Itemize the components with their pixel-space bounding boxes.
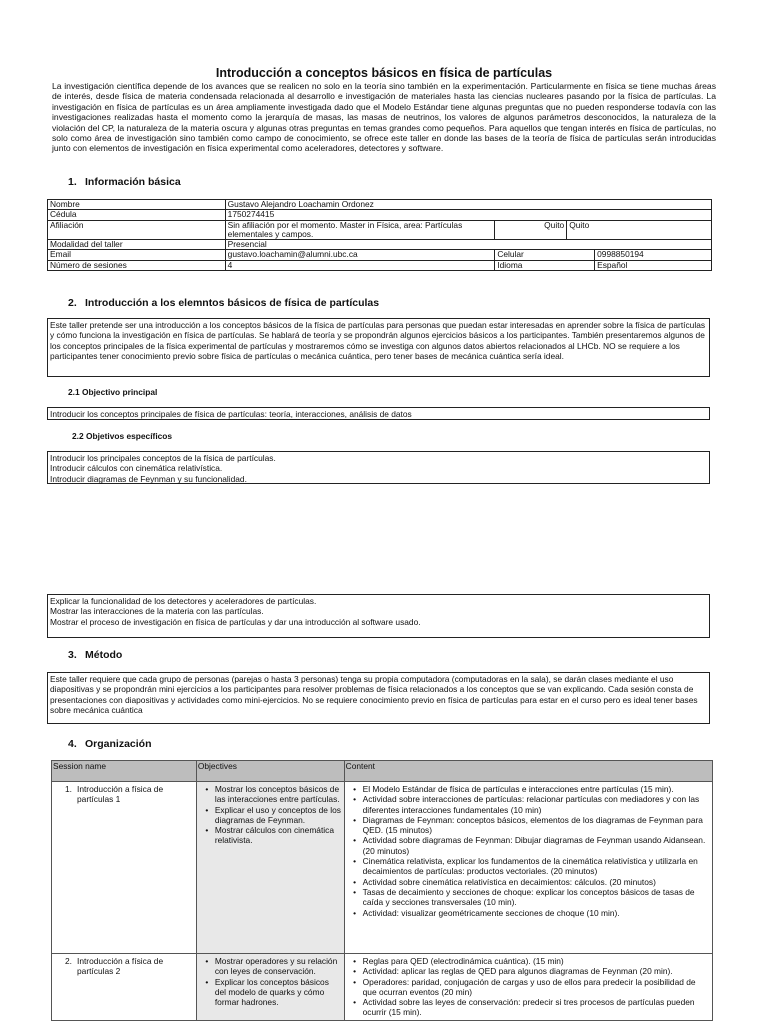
table-header-row bbox=[52, 761, 713, 782]
content-text: Diagramas de Feynman: conceptos básicos, elementos de los diagramas de Feynman para QED. (15 minutos) bbox=[362, 814, 703, 836]
objetivo-principal-text: Introducir los conceptos principales de física de partículas: teoría, interacciones, análisis de datos bbox=[50, 409, 412, 419]
list-item bbox=[347, 966, 710, 976]
bullet-icon: • bbox=[353, 886, 357, 897]
table-row bbox=[48, 200, 712, 210]
section-title: Método bbox=[85, 649, 123, 661]
idioma-value: Español bbox=[595, 260, 712, 270]
bullet-icon: • bbox=[205, 976, 209, 987]
content-text: Tasas de decaimiento y secciones de choque: explicar los conceptos básicos de tasas de caída y secciones transversales (10 min). bbox=[362, 886, 695, 908]
objective-text: Mostrar los conceptos básicos de las interacciones entre partículas. bbox=[214, 784, 340, 805]
objetivos-especificos-box-2 bbox=[47, 594, 710, 638]
objective-text: Explicar el uso y conceptos de los diagramas de Feynman. bbox=[214, 804, 341, 825]
ciudad-cell-2: Quito bbox=[567, 220, 712, 240]
bullet-icon: • bbox=[353, 784, 357, 794]
content-text: Operadores: paridad, conjugación de cargas y uso de ellos para predecir la posibilidad de que ocurran eventos (20 min) bbox=[362, 976, 696, 997]
content-text: Cinemática relativista, explicar los fundamentos de la cinemática relativística y utilizarla en decaimientos de partículas: productos vectoriales. (20 minutos) bbox=[362, 856, 698, 877]
metodo-text: Este taller requiere que cada grupo de personas (parejas o hasta 3 personas) tenga su propia computadora (computadoras en la sala), se darán clases mediante el uso diapositivas y se propondrán mini ejercicios a los participantes para resolver problemas de física relacionados a los conceptos que se van explicando. Cada sesión consta de presentaciones con diapositivas y actividades como mini-ejercicios. No se requiere conocimiento previo en física de partículas para estar en el curso pero es ideal tener bases sobre mecánica cuántica bbox=[50, 674, 698, 715]
bullet-icon: • bbox=[353, 907, 357, 918]
list-item bbox=[347, 856, 710, 877]
objectives-cell bbox=[196, 782, 344, 954]
table-row bbox=[48, 250, 712, 260]
content-cell bbox=[344, 954, 712, 1021]
celular-value: 0998850194 bbox=[595, 250, 712, 260]
section-number: 4. bbox=[68, 738, 77, 750]
bullet-icon: • bbox=[205, 804, 209, 815]
session-name-cell bbox=[52, 782, 197, 954]
content-text: Actividad: aplicar las reglas de QED para algunos diagramas de Feynman (20 min). bbox=[362, 966, 673, 977]
objective-text: Mostrar cálculos con cinemática relativista. bbox=[214, 825, 334, 846]
content-text: Actividad sobre cinemática relativística en decaimientos: cálculos. (20 minutos) bbox=[362, 876, 656, 887]
list-item bbox=[347, 997, 710, 1018]
bullet-icon: • bbox=[353, 835, 357, 846]
modalidad-label: Modalidad del taller bbox=[48, 240, 226, 250]
list-item bbox=[347, 908, 710, 918]
objetivo-principal-heading: 2.1 Objectivo principal bbox=[68, 387, 158, 397]
bullet-icon: • bbox=[205, 825, 209, 836]
list-item: Introducir cálculos con cinemática relativística. bbox=[50, 463, 223, 474]
table-row bbox=[52, 782, 713, 954]
metodo-box bbox=[47, 672, 710, 724]
section-number: 3. bbox=[68, 649, 77, 661]
section-title: Organización bbox=[85, 738, 152, 750]
section-2-text-box bbox=[47, 318, 710, 377]
list-item bbox=[347, 815, 710, 836]
bullet-icon: • bbox=[353, 876, 357, 887]
bullet-icon: • bbox=[205, 956, 209, 966]
table-row bbox=[52, 954, 713, 1021]
nombre-label: Nombre bbox=[48, 200, 226, 210]
organization-table bbox=[51, 760, 713, 1021]
afiliacion-label: Afiliación bbox=[48, 220, 226, 240]
content-cell bbox=[344, 782, 712, 954]
list-item: Introducir diagramas de Feynman y su funcionalidad. bbox=[50, 473, 247, 484]
list-item bbox=[199, 784, 342, 805]
list-item bbox=[347, 887, 710, 908]
objetivo-principal-box bbox=[47, 407, 710, 420]
table-row bbox=[48, 210, 712, 220]
email-value: gustavo.loachamin@alumni.ubc.ca bbox=[225, 250, 495, 260]
bullet-icon: • bbox=[353, 997, 357, 1008]
objective-text: Explicar los conceptos básicos del modelo de quarks y cómo formar hadrones. bbox=[214, 976, 329, 1008]
section-4-heading bbox=[68, 738, 152, 750]
cedula-value: 1750274415 bbox=[225, 210, 711, 220]
content-text: Actividad sobre las leyes de conservación: predecir si tres procesos de partículas pueden ocurrir (15 min). bbox=[362, 997, 695, 1018]
section-1-heading bbox=[68, 176, 181, 188]
basic-info-table bbox=[47, 199, 712, 271]
section-2-heading bbox=[68, 297, 379, 309]
bullet-icon: • bbox=[353, 966, 357, 977]
column-header: Session name bbox=[52, 761, 197, 782]
session-name-cell bbox=[52, 954, 197, 1021]
cedula-label: Cédula bbox=[48, 210, 226, 220]
table-row bbox=[48, 240, 712, 250]
session-name: Introducción a física de partículas 1 bbox=[77, 784, 164, 805]
objetivos-especificos-heading: 2.2 Objetivos específicos bbox=[72, 431, 173, 441]
session-name: Introducción a física de partículas 2 bbox=[77, 956, 164, 977]
modalidad-value: Presencial bbox=[225, 240, 711, 250]
list-item: Introducir los principales conceptos de la física de partículas. bbox=[50, 453, 276, 463]
list-item bbox=[347, 835, 710, 856]
objetivos-especificos-box-1 bbox=[47, 451, 710, 484]
list-item: Explicar la funcionalidad de los detectores y aceleradores de partículas. bbox=[50, 596, 317, 606]
sesiones-label: Número de sesiones bbox=[48, 260, 226, 270]
nombre-value: Gustavo Alejandro Loachamin Ordonez bbox=[225, 200, 711, 210]
ciudad-cell-1: Quito bbox=[495, 220, 567, 240]
content-text: Reglas para QED (electrodinámica cuántica). (15 min) bbox=[362, 956, 564, 966]
section-title: Introducción a los elemntos básicos de física de partículas bbox=[85, 297, 380, 309]
bullet-icon: • bbox=[353, 794, 357, 805]
list-item: Mostrar las interacciones de la materia con las partículas. bbox=[50, 606, 264, 617]
list-item bbox=[199, 956, 342, 977]
list-item bbox=[347, 784, 710, 794]
session-number: 2. bbox=[65, 956, 72, 966]
column-header: Objectives bbox=[196, 761, 344, 782]
bullet-icon: • bbox=[353, 956, 357, 966]
afiliacion-value: Sin afiliación por el momento. Master in Física, area: Partículas elementales y campos. bbox=[225, 220, 495, 240]
content-text: El Modelo Estándar de física de partículas e interacciones entre partículas (15 min). bbox=[362, 784, 674, 794]
section-3-heading bbox=[68, 649, 122, 661]
idioma-label: Idioma bbox=[495, 260, 595, 270]
celular-label: Celular bbox=[495, 250, 595, 260]
content-text: Actividad sobre diagramas de Feynman: Dibujar diagramas de Feynman usando Aidansean. (20 minutos) bbox=[362, 835, 706, 856]
table-row bbox=[48, 260, 712, 270]
bullet-icon: • bbox=[205, 784, 209, 794]
list-item: Mostrar el proceso de investigación en física de partículas y dar una introducción al software usado. bbox=[50, 616, 421, 627]
list-item bbox=[347, 794, 710, 815]
session-number: 1. bbox=[65, 784, 72, 794]
intro-paragraph: La investigación científica depende de los avances que se realicen no solo en la teoría sino también en la experimentación. Particularmente en física se tiene muchas áreas de interés, desde física de materia condensada relacionada al desarrollo e investigación de materiales hasta las ciencias nucleares pasando por la física de partículas. La investigación en física de partículas es un área ampliamente investigada dado que el Modelo Estándar tiene algunas preguntas que no pueden responderse todavía con las investigaciones realizadas hasta el momento como la jerarquía de masas, las masas de neutrinos, los valores de algunos parámetros desconocidos, la naturaleza de la violación del CP, la naturaleza de la materia oscura y algunas otras preguntas en temas grandes como pequeños. Para aquellos que tengan interés en física de partículas, no solo como área de investigación sino también como campo de conocimiento, se ofrece este taller en donde las bases de la teoría de física de partículas serán introducidas junto con elementos de investigación en física experimental como aceleradores, detectores y software. bbox=[52, 81, 716, 154]
content-text: Actividad sobre interacciones de partículas: relacionar partículas con mediadores y con las diferentes interacciones fundamentales (10 min) bbox=[362, 794, 700, 815]
list-item bbox=[199, 805, 342, 826]
email-label: Email bbox=[48, 250, 226, 260]
list-item bbox=[199, 977, 342, 1008]
section-number: 1. bbox=[68, 176, 77, 188]
section-2-text: Este taller pretende ser una introducción a los conceptos básicos de la física de partículas para personas que puedan estar interesadas en aprender sobre la física de partículas y cómo funciona la investigación en física de partículas. Se hablará de teoría y se propondrán algunos ejercicios básicos a los participantes. También presentaremos algunos de los conceptos principales de la física experimental de partículas y mostraremos cómo se investiga con algunos datos abiertos relacionados al LHCb. NO se requiere a los participantes tener conocimiento previo sobre física de partículas o mecánica cuántica, pero tener bases de mecánica cuántica sería ideal. bbox=[50, 320, 706, 361]
sesiones-value: 4 bbox=[225, 260, 495, 270]
list-item bbox=[347, 956, 710, 966]
list-item bbox=[199, 825, 342, 846]
list-item bbox=[347, 877, 710, 887]
section-title: Información básica bbox=[85, 176, 181, 188]
column-header: Content bbox=[344, 761, 712, 782]
list-item bbox=[347, 977, 710, 998]
objectives-cell bbox=[196, 954, 344, 1021]
content-text: Actividad: visualizar geométricamente secciones de choque (10 min). bbox=[362, 907, 620, 918]
bullet-icon: • bbox=[353, 814, 357, 825]
objective-text: Mostrar operadores y su relación con leyes de conservación. bbox=[214, 956, 338, 977]
document-title: Introducción a conceptos básicos en física de partículas bbox=[215, 66, 553, 80]
bullet-icon: • bbox=[353, 856, 357, 867]
table-row bbox=[48, 220, 712, 240]
section-number: 2. bbox=[68, 297, 77, 309]
bullet-icon: • bbox=[353, 976, 357, 987]
